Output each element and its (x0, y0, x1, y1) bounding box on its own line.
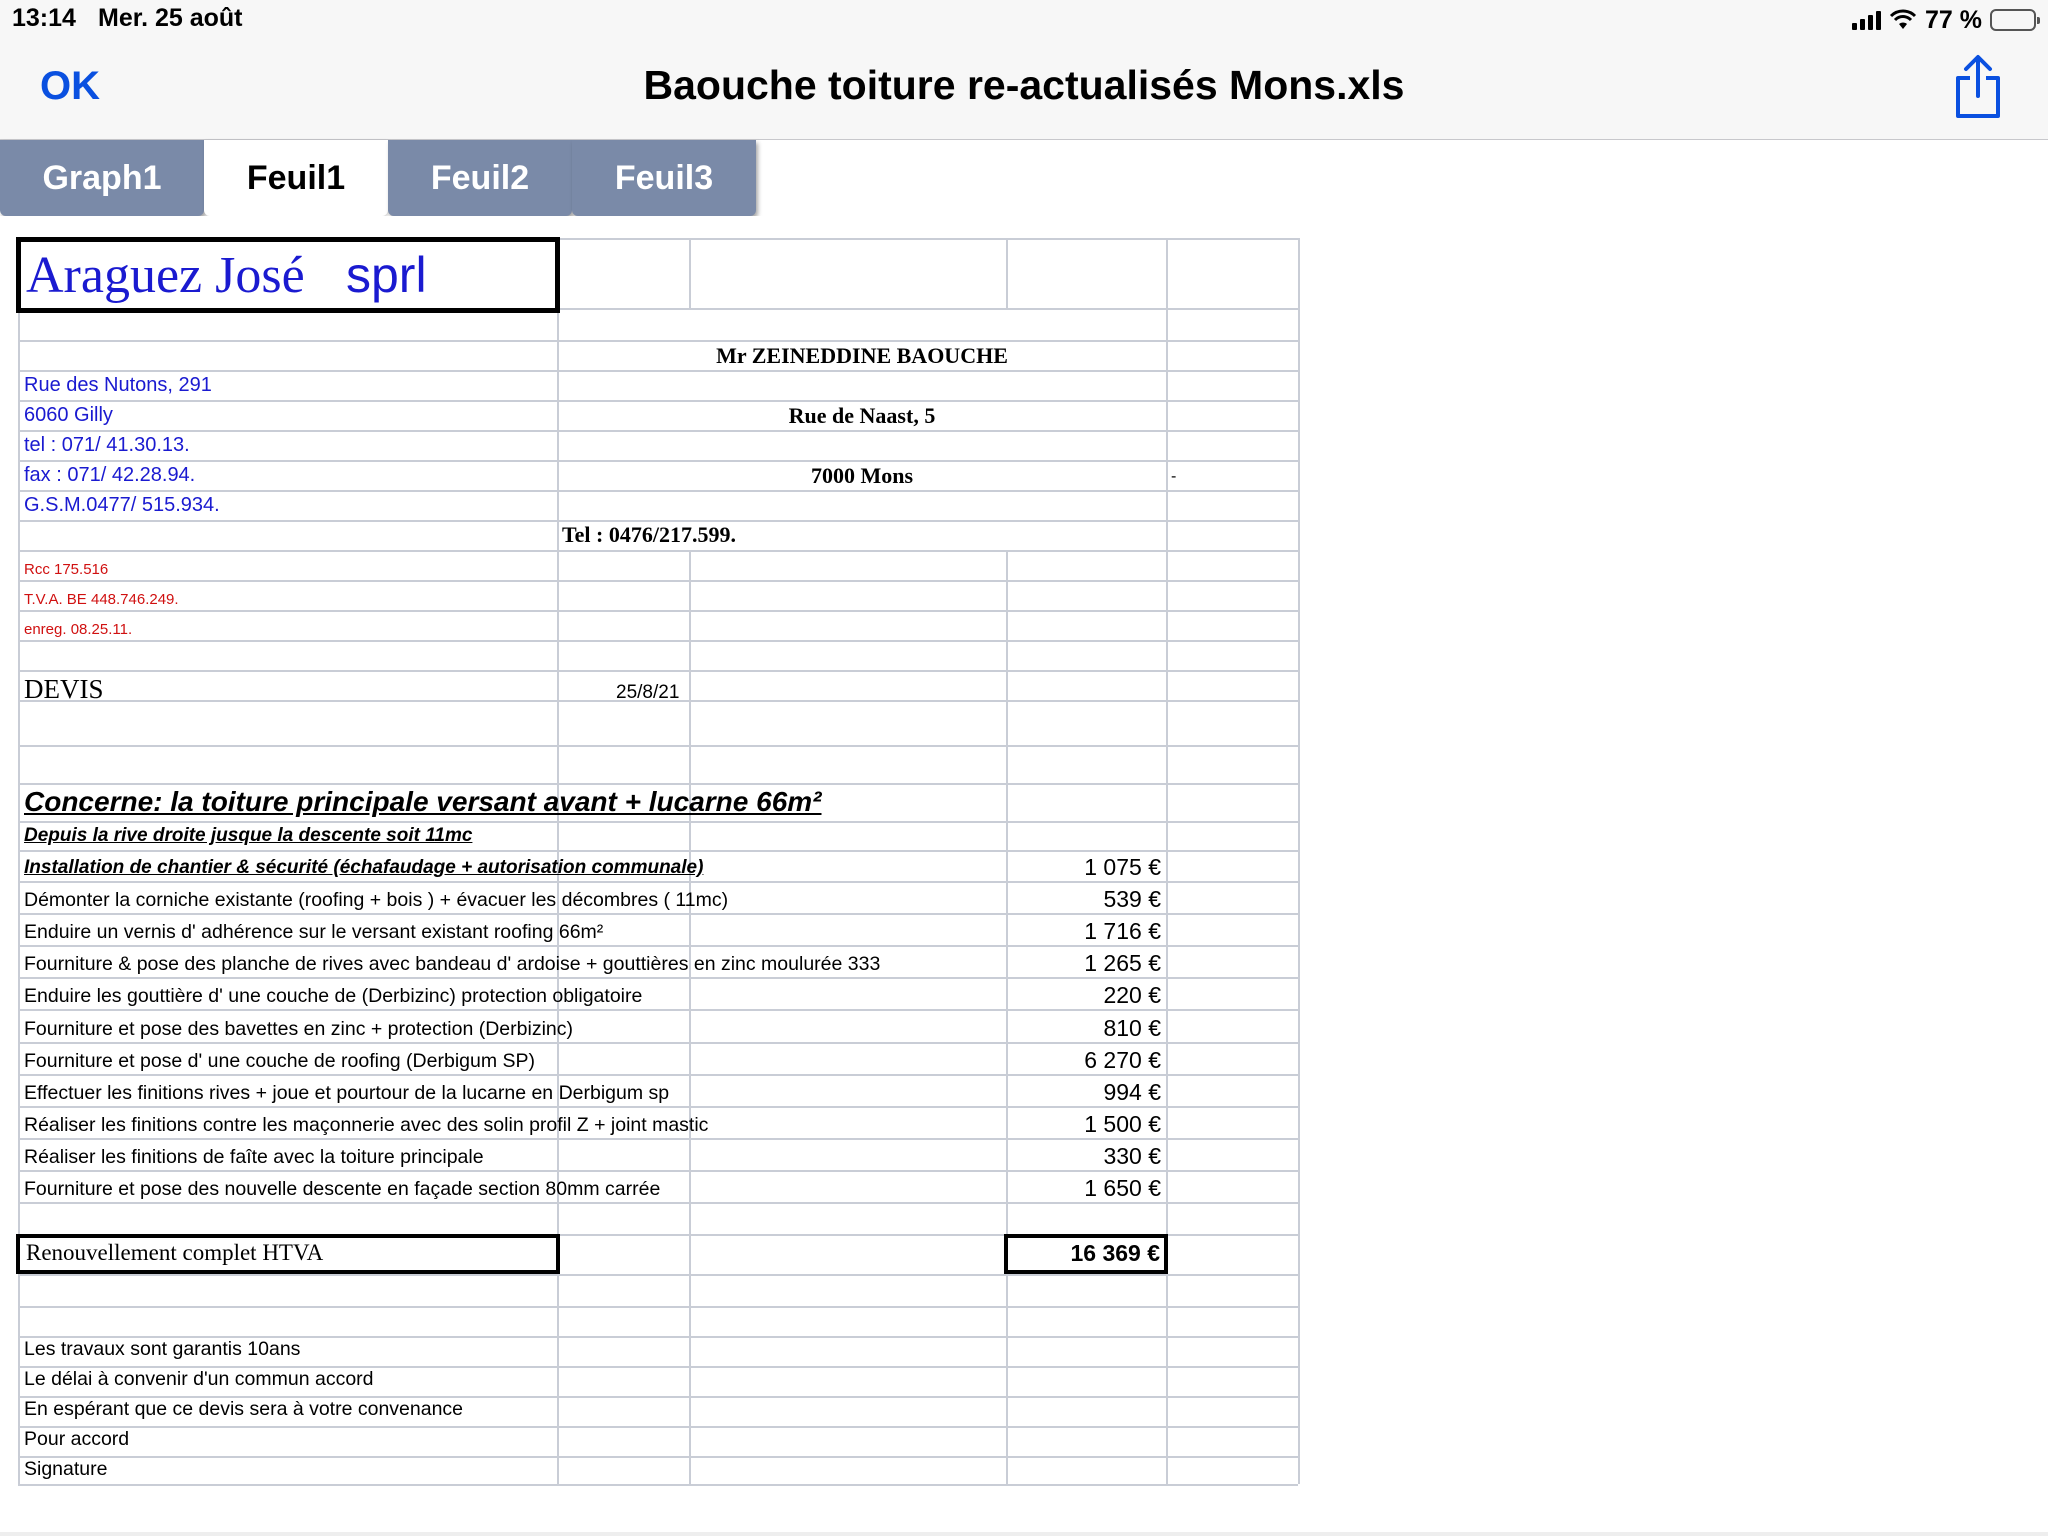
gridline-row (18, 1456, 1298, 1458)
gridline-row (18, 610, 1298, 612)
gridline-row (18, 670, 1298, 672)
item-amount: 539 € (1103, 886, 1161, 912)
gridline-row (18, 550, 1298, 552)
item-label: Démonter la corniche existante (roofing + bois ) + évacuer les décombres ( 11mc) (24, 889, 729, 911)
client-tel: Tel : 0476/217.599. (562, 522, 736, 547)
devis-date: 25/8/21 (616, 682, 680, 703)
gridline-row (18, 1042, 1298, 1044)
company-name: Araguez José (26, 247, 305, 304)
tab-graph1[interactable]: Graph1 (0, 140, 204, 216)
item-amount: 1 650 € (1084, 1175, 1161, 1201)
bottom-edge (0, 1532, 2048, 1536)
company-street: Rue des Nutons, 291 (24, 374, 212, 396)
cellular-signal-icon (1852, 10, 1881, 30)
gridline-col (689, 238, 691, 308)
footer-guarantee: Les travaux sont garantis 10ans (24, 1338, 301, 1360)
gridline-row (18, 945, 1298, 947)
ok-button[interactable]: OK (40, 64, 100, 108)
company-fax: fax : 071/ 42.28.94. (24, 464, 196, 486)
gridline-row (18, 1426, 1298, 1428)
item-amount: 220 € (1103, 982, 1161, 1008)
gridline-row (18, 640, 1298, 642)
company-enreg: enreg. 08.25.11. (24, 621, 133, 638)
client-name: Mr ZEINEDDINE BAOUCHE (716, 343, 1008, 368)
footer-delay: Le délai à convenir d'un commun accord (24, 1368, 374, 1390)
gridline-col (1298, 238, 1300, 1484)
gridline-row (18, 1274, 1298, 1276)
gridline-row (18, 977, 1298, 979)
item-amount: 6 270 € (1084, 1047, 1161, 1073)
gridline-row (18, 580, 1298, 582)
wifi-icon (1889, 9, 1917, 31)
battery-icon (1990, 9, 2036, 31)
gridline-row (18, 1009, 1298, 1011)
footer-hope: En espérant que ce devis sera à votre convenance (24, 1398, 464, 1420)
gridline-row (18, 783, 1298, 785)
gridline-row (18, 1484, 1298, 1486)
tab-feuil3[interactable]: Feuil3 (572, 140, 756, 216)
status-bar (0, 0, 2048, 40)
item-label: Fourniture et pose d' une couche de roofing (Derbigum SP) (24, 1050, 536, 1072)
item-amount: 330 € (1103, 1143, 1161, 1169)
devis-label: DEVIS (24, 674, 104, 704)
item-amount: 1 500 € (1084, 1111, 1161, 1137)
item-label: Enduire les gouttière d' une couche de (Derbizinc) protection obligatoire (24, 985, 643, 1007)
gridline-row (18, 1074, 1298, 1076)
total-label: Renouvellement complet HTVA (26, 1240, 324, 1265)
battery-percent: 77 % (1925, 5, 1982, 34)
concerne-subtitle: Depuis la rive droite jusque la descente soit 11mc (24, 825, 473, 846)
spreadsheet-grid[interactable] (0, 216, 2048, 1536)
nav-bar (0, 40, 2048, 140)
status-date: Mer. 25 août (98, 4, 243, 32)
item-label: Fourniture & pose des planche de rives avec bandeau d' ardoise + gouttières en zinc moulurée 333 (24, 953, 881, 975)
dash-mark: - (1171, 468, 1177, 485)
gridline-row (18, 881, 1298, 883)
footer-accord: Pour accord (24, 1428, 130, 1450)
gridline-row (18, 1202, 1298, 1204)
footer-signature: Signature (24, 1458, 108, 1480)
client-street: Rue de Naast, 5 (788, 403, 936, 428)
status-right (1852, 4, 2036, 36)
tab-feuil1[interactable]: Feuil1 (204, 140, 388, 216)
gridline-row (18, 821, 1298, 823)
tab-feuil2[interactable]: Feuil2 (388, 140, 572, 216)
item-label: Fourniture et pose des bavettes en zinc + protection (Derbizinc) (24, 1018, 573, 1040)
gridline-row (18, 913, 1298, 915)
gridline-col (18, 238, 20, 1484)
gridline-row (18, 1138, 1298, 1140)
item-label: Réaliser les finitions contre les maçonnerie avec des solin profil Z + joint mastic (24, 1114, 709, 1136)
company-tva: T.V.A. BE 448.746.249. (24, 591, 179, 608)
gridline-col (1166, 238, 1168, 1484)
gridline-row (18, 850, 1298, 852)
company-gsm: G.S.M.0477/ 515.934. (24, 494, 220, 516)
concerne-title: Concerne: la toiture principale versant avant + lucarne 66m² (24, 786, 822, 817)
share-icon[interactable] (1950, 54, 2006, 120)
sheet-tabs (0, 140, 756, 216)
client-city: 7000 Mons (810, 463, 914, 488)
item-label: Effectuer les finitions rives + joue et pourtour de la lucarne en Derbigum sp (24, 1082, 670, 1104)
item-label: Installation de chantier & sécurité (échafaudage + autorisation communale) (24, 857, 704, 878)
client-block (559, 341, 1165, 549)
item-amount: 1 265 € (1084, 950, 1161, 976)
company-suffix: sprl (346, 247, 427, 303)
gridline-col (1006, 238, 1008, 308)
total-value: 16 369 € (1070, 1240, 1160, 1266)
item-label: Réaliser les finitions de faîte avec la toiture principale (24, 1146, 484, 1168)
item-label: Enduire un vernis d' adhérence sur le versant existant roofing 66m² (24, 921, 604, 943)
status-time: 13:14 (12, 4, 76, 32)
item-label: Fourniture et pose des nouvelle descente en façade section 80mm carrée (24, 1178, 661, 1200)
item-amount: 810 € (1103, 1015, 1161, 1041)
item-amount: 994 € (1103, 1079, 1161, 1105)
gridline-col (689, 550, 691, 1484)
company-rcc: Rcc 175.516 (24, 561, 109, 578)
gridline-row (18, 1306, 1298, 1308)
item-amount: 1 716 € (1084, 918, 1161, 944)
item-amount: 1 075 € (1084, 854, 1161, 880)
company-city: 6060 Gilly (24, 404, 113, 426)
gridline-row (18, 1106, 1298, 1108)
document-title: Baouche toiture re-actualisés Mons.xls (643, 62, 1405, 108)
gridline-row (18, 1170, 1298, 1172)
company-tel: tel : 071/ 41.30.13. (24, 434, 190, 456)
gridline-row (18, 745, 1298, 747)
